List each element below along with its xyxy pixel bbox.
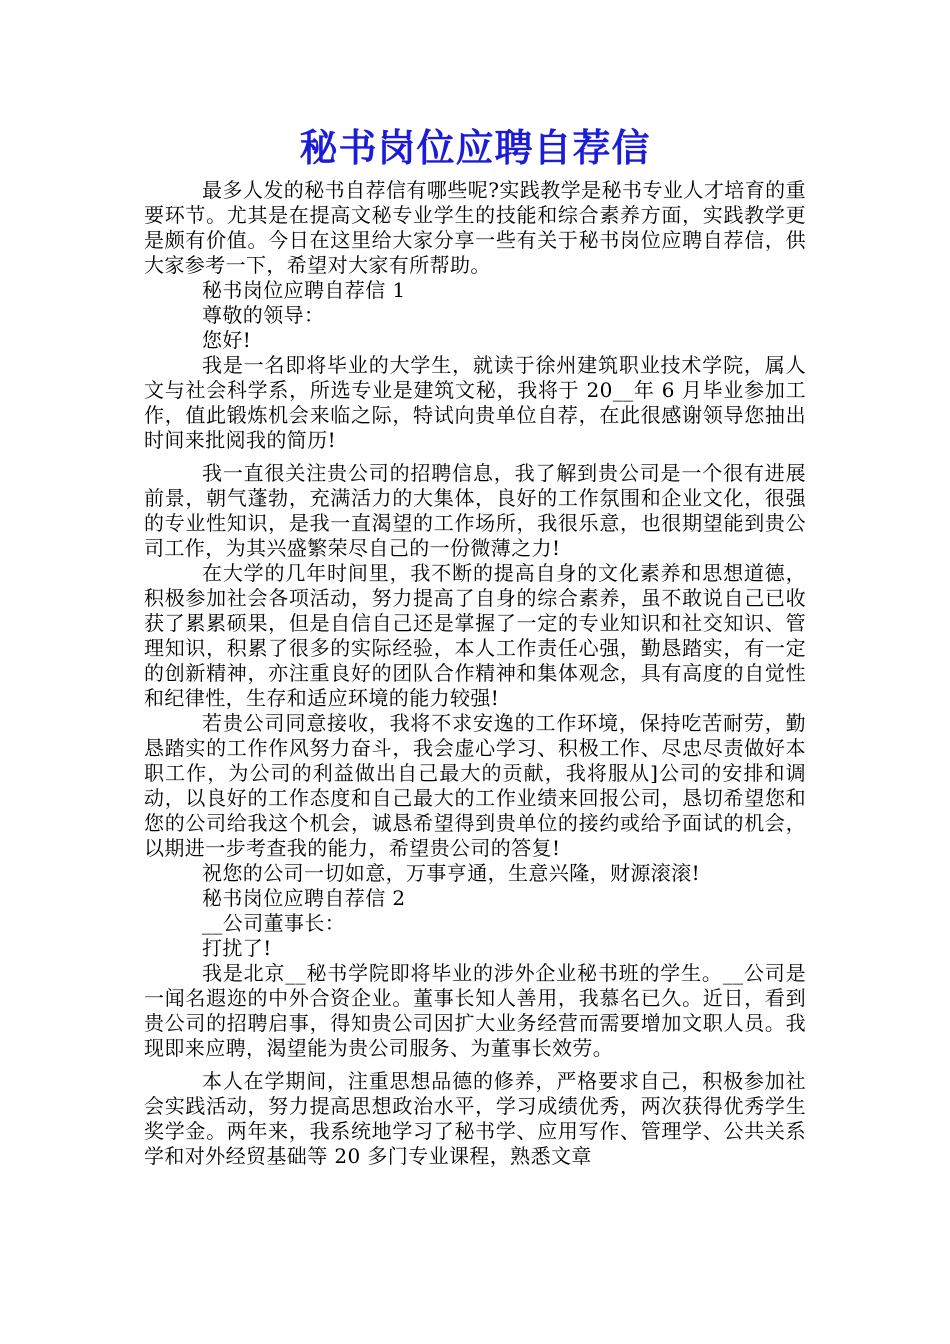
letter-1-greeting: 您好!	[202, 328, 252, 352]
letter-1-closing: 祝您的公司一切如意，万事亨通，生意兴隆，财源滚滚!	[202, 861, 701, 885]
letter-1-heading: 秘书岗位应聘自荐信 1	[202, 278, 406, 302]
document-title: 秘书岗位应聘自荐信	[299, 125, 651, 170]
letter-1-body-paragraph: 在大学的几年时间里，我不断的提高自身的文化素养和思想道德，积极参加社会各项活动，努力提高了自身的综合素养，虽不敢说自己已收获了累累硕果，但是自信自己还是掌握了一定的专业知识和社交知识、管理知识，积累了很多的实际经验，本人工作责任心强，勤恳踏实，有一定的创新精神，亦注重良好的团队合作精神和集体观念，具有高度的自觉性和纪律性，生存和适应环境的能力较强!	[144, 561, 806, 710]
letter-1-body-paragraph: 若贵公司同意接收，我将不求安逸的工作环境，保持吃苦耐劳，勤恳踏实的工作作风努力奋斗，我会虚心学习、积极工作、尽忠尽责做好本职工作，为公司的利益做出自己最大的贡献，我将服从]公司的安排和调动，以良好的工作态度和自己最大的工作业绩来回报公司，恳切希望您和您的公司给我这个机会，诚恳希望得到贵单位的接约或给予面试的机会，以期进一步考查我的能力，希望贵公司的答复!	[144, 711, 806, 860]
letter-2-heading: 秘书岗位应聘自荐信 2	[202, 886, 406, 910]
letter-1-body-paragraph: 我一直很关注贵公司的招聘信息，我了解到贵公司是一个很有进展前景，朝气蓬勃，充满活力的大集体，良好的工作氛围和企业文化，很强的专业性知识，是我一直渴望的工作场所，我很乐意，也很期望能到贵公司工作，为其兴盛繁荣尽自己的一份微薄之力!	[144, 461, 806, 560]
letter-2-greeting: 打扰了!	[202, 936, 272, 960]
intro-paragraph: 最多人发的秘书自荐信有哪些呢?实践教学是秘书专业人才培育的重要环节。尤其是在提高文秘专业学生的技能和综合素养方面，实践教学更是颇有价值。今日在这里给大家分享一些有关于秘书岗位应聘自荐信，供大家参考一下，希望对大家有所帮助。	[144, 178, 806, 277]
letter-2-salutation: __公司董事长：	[202, 911, 346, 935]
letter-1-body-paragraph: 我是一名即将毕业的大学生，就读于徐州建筑职业技术学院，属人文与社会科学系，所选专业是建筑文秘，我将于 20__年 6 月毕业参加工作，值此锻炼机会来临之际，特试向贵单位自荐，在此很感谢领导您抽出时间来批阅我的简历!	[144, 353, 806, 452]
letter-2-body-paragraph: 本人在学期间，注重思想品德的修养，严格要求自己，积极参加社会实践活动，努力提高思想政治水平，学习成绩优秀，两次获得优秀学生奖学金。两年来，我系统地学习了秘书学、应用写作、管理学、公共关系学和对外经贸基础等 20 多门专业课程，熟悉文章	[144, 1069, 806, 1168]
letter-2-body-paragraph: 我是北京__秘书学院即将毕业的涉外企业秘书班的学生。__公司是一闻名遐迩的中外合资企业。董事长知人善用，我慕名已久。近日，看到贵公司的招聘启事，得知贵公司因扩大业务经营而需要增加文职人员。我现即来应聘，渴望能为贵公司服务、为董事长效劳。	[144, 961, 806, 1060]
document-page	[144, 118, 806, 1169]
letter-1-salutation: 尊敬的领导：	[202, 303, 325, 327]
